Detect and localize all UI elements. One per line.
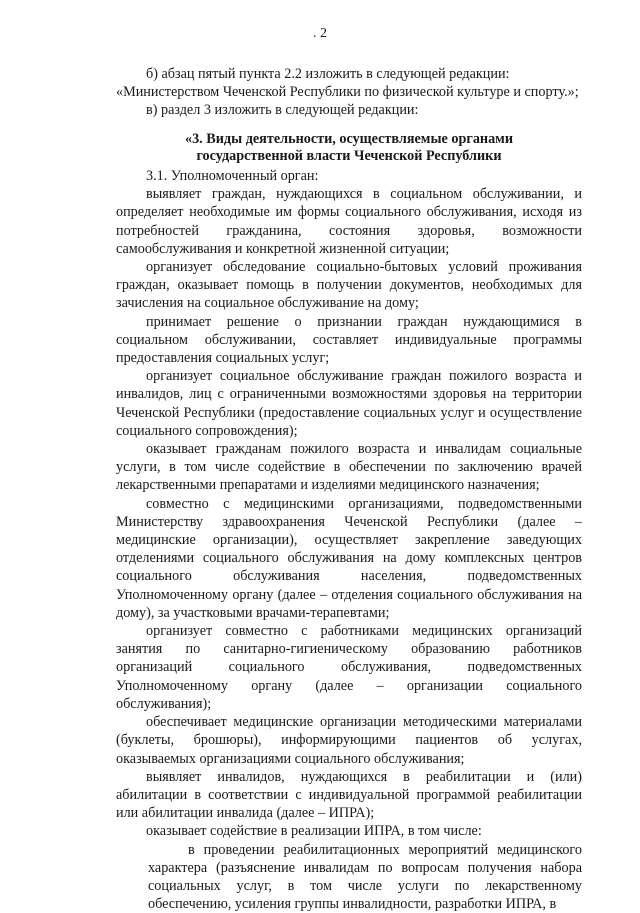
paragraph: организует социальное обслуживание граждан пожилого возраста и инвалидов, лиц с ограниченными возможностями здоровья на территории Чеченской Республики (предоставление социальных услуг и осуществление социального сопровождения);	[116, 368, 582, 439]
nested-paragraph: в проведении реабилитационных мероприятий медицинского характера (разъяснение инвалидам по вопросам получения набора социальных услуг, в том числе услуги по лекарственному обеспечению, усиления группы инвалидности, разработки ИПРА, в	[148, 841, 582, 913]
section-heading	[116, 131, 582, 165]
section-heading-line: «3. Виды деятельности, осуществляемые органами	[184, 131, 514, 147]
paragraph: организует совместно с работниками медицинских организаций занятия по санитарно-гигиеническому образованию работников организаций социального обслуживания, подведомственных Уполномоченному органу (далее – организации социального обслуживания);	[116, 623, 582, 712]
section-heading-line: государственной власти Чеченской Республики	[196, 148, 502, 164]
page-number: . 2	[313, 26, 327, 41]
intro-line: б) абзац пятый пункта 2.2 изложить в следующей редакции:	[146, 66, 510, 82]
paragraph: выявляет инвалидов, нуждающихся в реабилитации и (или) абилитации в соответствии с индивидуальной программой реабилитации или абилитации инвалида (далее – ИПРА);	[116, 768, 582, 822]
paragraph: принимает решение о признании граждан нуждающимися в социальном обслуживании, составляет индивидуальные программы предоставления социальных услуг;	[116, 313, 582, 367]
paragraph: организует обследование социально-бытовых условий проживания граждан, оказывает помощь в получении документов, необходимых для зачисления на социальное обслуживание на дому;	[116, 259, 582, 312]
paragraph: выявляет граждан, нуждающихся в социальном обслуживании, и определяет необходимые им формы социального обслуживания, исходя из потребностей гражданина, состояния здоровья, возможности самообслуживания и конкретной жизненной ситуации;	[116, 186, 582, 257]
paragraph: обеспечивает медицинские организации методическими материалами (буклеты, брошюры), информирующими пациентов об услугах, оказываемых организациями социального обслуживания;	[116, 714, 582, 767]
intro-line: «Министерством Чеченской Республики по физической культуре и спорту.»;	[116, 84, 579, 101]
paragraph: оказывает гражданам пожилого возраста и инвалидам социальные услуги, в том числе содействие в обеспечении по заключению врачей лекарственными препаратами и изделиями медицинского назначения;	[116, 441, 582, 494]
body-text	[116, 167, 582, 913]
intro-block	[116, 65, 582, 120]
paragraph: совместно с медицинскими организациями, подведомственными Министерству здравоохранения Чеченской Республики (далее – медицинские организации), осуществляет закрепление заведующих отделениями социального обслуживания на дому комплексных центров социального обслуживания населения, подведомственных Уполномоченному органу (далее – отделения социального обслуживания на дому), за участковыми врачами-терапевтами;	[116, 495, 582, 621]
paragraph: 3.1. Уполномоченный орган:	[146, 168, 319, 184]
paragraph: оказывает содействие в реализации ИПРА, в том числе:	[146, 823, 482, 840]
intro-line: в) раздел 3 изложить в следующей редакции:	[146, 102, 419, 119]
